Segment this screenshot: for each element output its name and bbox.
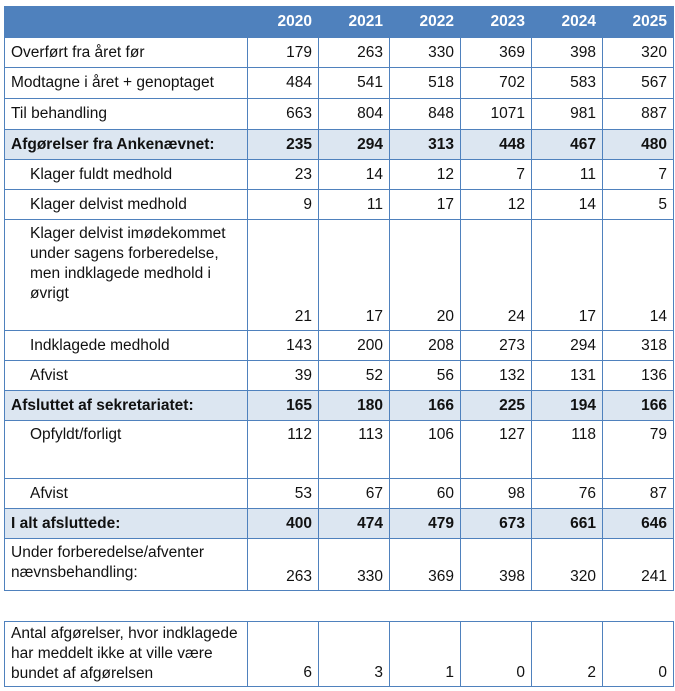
row-label: Overført fra året før (5, 38, 248, 68)
row-value: 67 (319, 479, 390, 509)
table-row (5, 479, 674, 509)
row-value: 143 (248, 331, 319, 361)
row-value: 398 (532, 38, 603, 68)
year-header: 2021 (319, 7, 390, 38)
row-value: 14 (532, 190, 603, 220)
row-label: Afsluttet af sekretariatet: (5, 391, 248, 421)
row-value: 241 (603, 539, 674, 591)
year-header: 2020 (248, 7, 319, 38)
row-value: 369 (390, 539, 461, 591)
row-value: 702 (461, 68, 532, 99)
row-value: 14 (603, 220, 674, 331)
subtotal-row (5, 391, 674, 421)
row-label: Afvist (5, 361, 248, 391)
row-label: Modtagne i året + genoptaget (5, 68, 248, 99)
row-value: 1071 (461, 99, 532, 130)
row-value: 480 (603, 130, 674, 160)
row-value: 981 (532, 99, 603, 130)
row-value: 583 (532, 68, 603, 99)
row-value: 313 (390, 130, 461, 160)
row-value: 7 (461, 160, 532, 190)
row-value: 330 (390, 38, 461, 68)
subtotal-row (5, 130, 674, 160)
row-value: 17 (319, 220, 390, 331)
row-value: 235 (248, 130, 319, 160)
statistics-table (4, 6, 674, 591)
row-value: 60 (390, 479, 461, 509)
table-row (5, 38, 674, 68)
row-value: 79 (603, 421, 674, 479)
row-value: 474 (319, 509, 390, 539)
row-value: 9 (248, 190, 319, 220)
row-label: Klager fuldt medhold (5, 160, 248, 190)
table-row (5, 421, 674, 479)
row-value: 112 (248, 421, 319, 479)
table-row (5, 331, 674, 361)
row-value: 398 (461, 539, 532, 591)
row-value: 5 (603, 190, 674, 220)
row-value: 294 (532, 331, 603, 361)
row-value: 118 (532, 421, 603, 479)
row-label: Indklagede medhold (5, 331, 248, 361)
row-value: 273 (461, 331, 532, 361)
row-value: 225 (461, 391, 532, 421)
row-value: 166 (390, 391, 461, 421)
row-value: 136 (603, 361, 674, 391)
row-label: Under forberedelse/afventer nævnsbehandling: (5, 539, 248, 591)
row-value: 3 (319, 622, 390, 687)
row-value: 179 (248, 38, 319, 68)
table-row (5, 220, 674, 331)
row-value: 887 (603, 99, 674, 130)
row-value: 11 (319, 190, 390, 220)
row-value: 320 (603, 38, 674, 68)
row-value: 127 (461, 421, 532, 479)
row-value: 541 (319, 68, 390, 99)
header-label-cell (5, 7, 248, 38)
table-row (5, 622, 674, 687)
header-row (5, 7, 674, 38)
row-value: 646 (603, 509, 674, 539)
row-value: 400 (248, 509, 319, 539)
row-value: 21 (248, 220, 319, 331)
table-row (5, 160, 674, 190)
row-value: 56 (390, 361, 461, 391)
row-value: 194 (532, 391, 603, 421)
row-value: 12 (390, 160, 461, 190)
row-value: 663 (248, 99, 319, 130)
row-value: 106 (390, 421, 461, 479)
row-value: 20 (390, 220, 461, 331)
row-value: 448 (461, 130, 532, 160)
table-row (5, 361, 674, 391)
year-header: 2022 (390, 7, 461, 38)
year-header: 2024 (532, 7, 603, 38)
row-value: 848 (390, 99, 461, 130)
subtotal-row (5, 509, 674, 539)
table-row (5, 99, 674, 130)
row-value: 87 (603, 479, 674, 509)
row-value: 52 (319, 361, 390, 391)
row-value: 39 (248, 361, 319, 391)
row-value: 330 (319, 539, 390, 591)
row-value: 263 (248, 539, 319, 591)
row-value: 0 (461, 622, 532, 687)
row-value: 518 (390, 68, 461, 99)
row-value: 320 (532, 539, 603, 591)
row-value: 166 (603, 391, 674, 421)
row-value: 369 (461, 38, 532, 68)
year-header: 2023 (461, 7, 532, 38)
row-value: 98 (461, 479, 532, 509)
row-label: Klager delvist imødekommet under sagens forberedelse, men indklagede medhold i øvrigt (5, 220, 248, 331)
row-value: 2 (532, 622, 603, 687)
table-row (5, 68, 674, 99)
row-label: Afvist (5, 479, 248, 509)
row-label: Til behandling (5, 99, 248, 130)
row-value: 263 (319, 38, 390, 68)
row-value: 294 (319, 130, 390, 160)
table-row (5, 190, 674, 220)
row-value: 76 (532, 479, 603, 509)
row-value: 131 (532, 361, 603, 391)
row-value: 132 (461, 361, 532, 391)
row-value: 661 (532, 509, 603, 539)
row-value: 804 (319, 99, 390, 130)
row-value: 12 (461, 190, 532, 220)
row-label: I alt afsluttede: (5, 509, 248, 539)
row-value: 14 (319, 160, 390, 190)
row-label: Opfyldt/forligt (5, 421, 248, 479)
row-value: 467 (532, 130, 603, 160)
row-value: 24 (461, 220, 532, 331)
binding-refusal-table (4, 621, 674, 687)
row-value: 180 (319, 391, 390, 421)
row-value: 7 (603, 160, 674, 190)
row-value: 208 (390, 331, 461, 361)
row-value: 17 (390, 190, 461, 220)
row-value: 0 (603, 622, 674, 687)
row-value: 23 (248, 160, 319, 190)
row-value: 165 (248, 391, 319, 421)
row-value: 484 (248, 68, 319, 99)
row-value: 1 (390, 622, 461, 687)
year-header: 2025 (603, 7, 674, 38)
row-value: 200 (319, 331, 390, 361)
row-label: Klager delvist medhold (5, 190, 248, 220)
table-row (5, 539, 674, 591)
row-value: 479 (390, 509, 461, 539)
row-value: 6 (248, 622, 319, 687)
row-label: Antal afgørelser, hvor indklagede har meddelt ikke at ville være bundet af afgørelsen (5, 622, 248, 687)
row-label: Afgørelser fra Ankenævnet: (5, 130, 248, 160)
row-value: 17 (532, 220, 603, 331)
row-value: 673 (461, 509, 532, 539)
row-value: 113 (319, 421, 390, 479)
row-value: 11 (532, 160, 603, 190)
row-value: 318 (603, 331, 674, 361)
row-value: 567 (603, 68, 674, 99)
row-value: 53 (248, 479, 319, 509)
